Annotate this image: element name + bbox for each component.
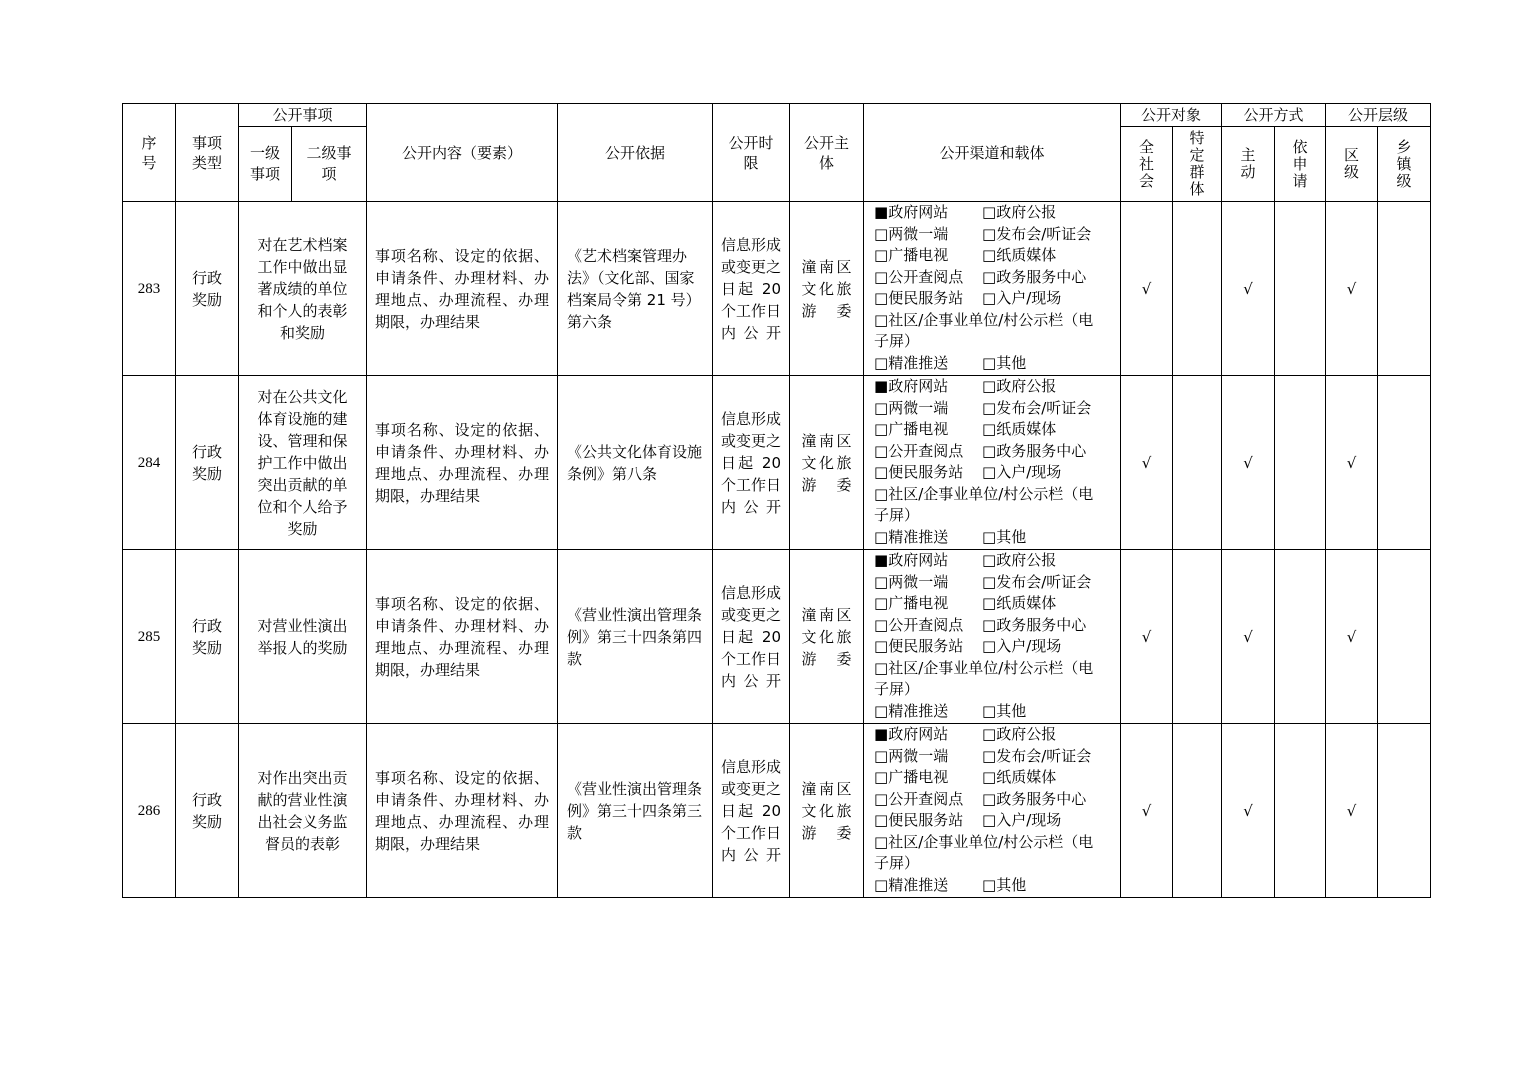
disclosure-table bbox=[122, 103, 1431, 898]
channel-option: ■政府网站 bbox=[874, 203, 949, 221]
channel-line bbox=[874, 527, 1120, 549]
channel-line bbox=[874, 810, 1120, 832]
channel-line bbox=[874, 398, 1120, 420]
header-method-active: 主动 bbox=[1222, 127, 1275, 202]
cell-level-district: √ bbox=[1326, 550, 1378, 724]
header-channels: 公开渠道和载体 bbox=[864, 104, 1121, 202]
cell-time-limit: 信息形成或变更之日起 20 个工作日内公开 bbox=[713, 550, 790, 724]
cell-basis: 《营业性演出管理条例》第三十四条第四款 bbox=[558, 550, 713, 724]
cell-seq: 284 bbox=[123, 376, 176, 550]
channel-option: □两微一端 bbox=[874, 746, 949, 765]
channel-option: □便民服务站 bbox=[874, 463, 964, 481]
channel-line bbox=[874, 245, 1120, 267]
channel-option: □入户/现场 bbox=[982, 637, 1062, 655]
cell-method-active: √ bbox=[1222, 550, 1275, 724]
header-level1: 一级事项 bbox=[239, 127, 292, 202]
header-level2: 二级事项 bbox=[292, 127, 367, 202]
table-row bbox=[123, 550, 1431, 724]
header-time-limit: 公开时限 bbox=[713, 104, 790, 202]
cell-channels bbox=[864, 724, 1121, 898]
channel-option: □政府公报 bbox=[982, 203, 1057, 221]
cell-type: 行政奖励 bbox=[176, 202, 239, 376]
header-row-top bbox=[123, 104, 1431, 127]
header-target-group: 特定群体 bbox=[1173, 127, 1222, 202]
cell-seq: 285 bbox=[123, 550, 176, 724]
channel-option: ■政府网站 bbox=[874, 377, 949, 395]
channel-line bbox=[874, 441, 1120, 463]
channel-option: □政府公报 bbox=[982, 725, 1057, 743]
header-content: 公开内容（要素） bbox=[367, 104, 558, 202]
channel-line bbox=[874, 462, 1120, 484]
channel-option: □发布会/听证会 bbox=[982, 746, 1092, 765]
cell-subject: 潼南区文化旅游委 bbox=[790, 376, 864, 550]
channel-option: ■政府网站 bbox=[874, 551, 949, 569]
header-method-apply: 依申请 bbox=[1275, 127, 1326, 202]
channel-option: □发布会/听证会 bbox=[982, 572, 1092, 591]
cell-content: 事项名称、设定的依据、申请条件、办理材料、办理地点、办理流程、办理期限，办理结果 bbox=[367, 202, 558, 376]
cell-target-group bbox=[1173, 724, 1222, 898]
channel-option: □政府公报 bbox=[982, 551, 1057, 569]
cell-method-apply bbox=[1275, 550, 1326, 724]
channel-line bbox=[874, 419, 1120, 441]
channel-line bbox=[874, 636, 1120, 658]
cell-type: 行政奖励 bbox=[176, 550, 239, 724]
channel-option: □两微一端 bbox=[874, 224, 949, 243]
channel-option: □社区/企事业单位/村公示栏（电子屏） bbox=[874, 484, 1094, 524]
channel-line bbox=[874, 875, 1120, 897]
header-level-town: 乡镇级 bbox=[1378, 127, 1431, 202]
channel-line bbox=[874, 746, 1120, 768]
channel-line bbox=[874, 593, 1120, 615]
header-type: 事项类型 bbox=[176, 104, 239, 202]
channel-line bbox=[874, 615, 1120, 637]
cell-channels bbox=[864, 376, 1121, 550]
cell-target-group bbox=[1173, 550, 1222, 724]
header-basis: 公开依据 bbox=[558, 104, 713, 202]
cell-method-apply bbox=[1275, 724, 1326, 898]
header-target-all: 全社会 bbox=[1121, 127, 1173, 202]
channel-option: □公开查阅点 bbox=[874, 267, 964, 286]
header-seq: 序号 bbox=[123, 104, 176, 202]
header-public-item: 公开事项 bbox=[239, 104, 367, 127]
cell-target-all: √ bbox=[1121, 376, 1173, 550]
cell-level-district: √ bbox=[1326, 724, 1378, 898]
cell-type: 行政奖励 bbox=[176, 724, 239, 898]
cell-subject: 潼南区文化旅游委 bbox=[790, 202, 864, 376]
channel-line bbox=[874, 353, 1120, 375]
channel-option: □其他 bbox=[982, 353, 1027, 372]
channel-option: □便民服务站 bbox=[874, 637, 964, 655]
channel-option: □纸质媒体 bbox=[982, 594, 1057, 612]
channel-option: □发布会/听证会 bbox=[982, 224, 1092, 243]
channel-option: □精准推送 bbox=[874, 875, 949, 894]
channel-option: □纸质媒体 bbox=[982, 768, 1057, 786]
channel-line bbox=[874, 376, 1120, 398]
cell-target-all: √ bbox=[1121, 550, 1173, 724]
channel-option: □政务服务中心 bbox=[982, 267, 1087, 286]
channel-option: □纸质媒体 bbox=[982, 420, 1057, 438]
channel-option: □广播电视 bbox=[874, 246, 949, 264]
cell-target-all: √ bbox=[1121, 202, 1173, 376]
table-row bbox=[123, 376, 1431, 550]
channel-line bbox=[874, 572, 1120, 594]
channel-option: □政务服务中心 bbox=[982, 789, 1087, 808]
channel-option: □公开查阅点 bbox=[874, 441, 964, 460]
cell-item: 对营业性演出举报人的奖励 bbox=[239, 550, 367, 724]
channel-option: □发布会/听证会 bbox=[982, 398, 1092, 417]
channel-option: □公开查阅点 bbox=[874, 789, 964, 808]
channel-option: □入户/现场 bbox=[982, 811, 1062, 829]
cell-level-district: √ bbox=[1326, 376, 1378, 550]
channel-option: □精准推送 bbox=[874, 527, 949, 546]
channel-option: □精准推送 bbox=[874, 353, 949, 372]
channel-option: □便民服务站 bbox=[874, 289, 964, 307]
table-row bbox=[123, 724, 1431, 898]
channel-option: □其他 bbox=[982, 701, 1027, 720]
channel-option: □其他 bbox=[982, 527, 1027, 546]
cell-method-active: √ bbox=[1222, 376, 1275, 550]
channel-option: □公开查阅点 bbox=[874, 615, 964, 634]
cell-item: 对作出突出贡献的营业性演出社会义务监督员的表彰 bbox=[239, 724, 367, 898]
cell-time-limit: 信息形成或变更之日起 20 个工作日内公开 bbox=[713, 376, 790, 550]
channel-option: ■政府网站 bbox=[874, 725, 949, 743]
cell-basis: 《艺术档案管理办法》（文化部、国家档案局令第 21 号）第六条 bbox=[558, 202, 713, 376]
cell-subject: 潼南区文化旅游委 bbox=[790, 550, 864, 724]
header-level-district: 区级 bbox=[1326, 127, 1378, 202]
cell-seq: 286 bbox=[123, 724, 176, 898]
cell-content: 事项名称、设定的依据、申请条件、办理材料、办理地点、办理流程、办理期限，办理结果 bbox=[367, 724, 558, 898]
cell-channels bbox=[864, 550, 1121, 724]
cell-level-town bbox=[1378, 724, 1431, 898]
cell-method-active: √ bbox=[1222, 724, 1275, 898]
cell-time-limit: 信息形成或变更之日起 20 个工作日内公开 bbox=[713, 724, 790, 898]
cell-item: 对在公共文化体育设施的建设、管理和保护工作中做出突出贡献的单位和个人给予奖励 bbox=[239, 376, 367, 550]
channel-option: □入户/现场 bbox=[982, 463, 1062, 481]
channel-option: □广播电视 bbox=[874, 594, 949, 612]
cell-basis: 《公共文化体育设施条例》第八条 bbox=[558, 376, 713, 550]
cell-content: 事项名称、设定的依据、申请条件、办理材料、办理地点、办理流程、办理期限，办理结果 bbox=[367, 550, 558, 724]
channel-line bbox=[874, 267, 1120, 289]
channel-line bbox=[874, 288, 1120, 310]
channel-option: □社区/企事业单位/村公示栏（电子屏） bbox=[874, 832, 1094, 872]
channel-line bbox=[874, 767, 1120, 789]
channel-option: □两微一端 bbox=[874, 572, 949, 591]
cell-item: 对在艺术档案工作中做出显著成绩的单位和个人的表彰和奖励 bbox=[239, 202, 367, 376]
cell-seq: 283 bbox=[123, 202, 176, 376]
header-target: 公开对象 bbox=[1121, 104, 1222, 127]
cell-subject: 潼南区文化旅游委 bbox=[790, 724, 864, 898]
channel-option: □政务服务中心 bbox=[982, 441, 1087, 460]
channel-option: □纸质媒体 bbox=[982, 246, 1057, 264]
cell-level-town bbox=[1378, 550, 1431, 724]
channel-option: □精准推送 bbox=[874, 701, 949, 720]
header-level: 公开层级 bbox=[1326, 104, 1431, 127]
cell-method-active: √ bbox=[1222, 202, 1275, 376]
channel-option: □政府公报 bbox=[982, 377, 1057, 395]
channel-option: □广播电视 bbox=[874, 768, 949, 786]
cell-level-town bbox=[1378, 202, 1431, 376]
channel-option: □入户/现场 bbox=[982, 289, 1062, 307]
channel-line bbox=[874, 701, 1120, 723]
cell-time-limit: 信息形成或变更之日起 20 个工作日内公开 bbox=[713, 202, 790, 376]
header-subject: 公开主体 bbox=[790, 104, 864, 202]
channel-line bbox=[874, 550, 1120, 572]
cell-level-town bbox=[1378, 376, 1431, 550]
channel-option: □广播电视 bbox=[874, 420, 949, 438]
channel-option: □其他 bbox=[982, 875, 1027, 894]
channel-line bbox=[874, 789, 1120, 811]
cell-type: 行政奖励 bbox=[176, 376, 239, 550]
table-row bbox=[123, 202, 1431, 376]
channel-option: □政务服务中心 bbox=[982, 615, 1087, 634]
channel-line bbox=[874, 724, 1120, 746]
cell-method-apply bbox=[1275, 376, 1326, 550]
channel-option: □便民服务站 bbox=[874, 811, 964, 829]
channel-line bbox=[874, 224, 1120, 246]
cell-method-apply bbox=[1275, 202, 1326, 376]
header-method: 公开方式 bbox=[1222, 104, 1326, 127]
channel-option: □社区/企事业单位/村公示栏（电子屏） bbox=[874, 658, 1094, 698]
cell-target-all: √ bbox=[1121, 724, 1173, 898]
cell-target-group bbox=[1173, 202, 1222, 376]
channel-option: □社区/企事业单位/村公示栏（电子屏） bbox=[874, 310, 1094, 350]
cell-channels bbox=[864, 202, 1121, 376]
cell-content: 事项名称、设定的依据、申请条件、办理材料、办理地点、办理流程、办理期限，办理结果 bbox=[367, 376, 558, 550]
channel-option: □两微一端 bbox=[874, 398, 949, 417]
cell-level-district: √ bbox=[1326, 202, 1378, 376]
cell-target-group bbox=[1173, 376, 1222, 550]
cell-basis: 《营业性演出管理条例》第三十四条第三款 bbox=[558, 724, 713, 898]
channel-line bbox=[874, 202, 1120, 224]
